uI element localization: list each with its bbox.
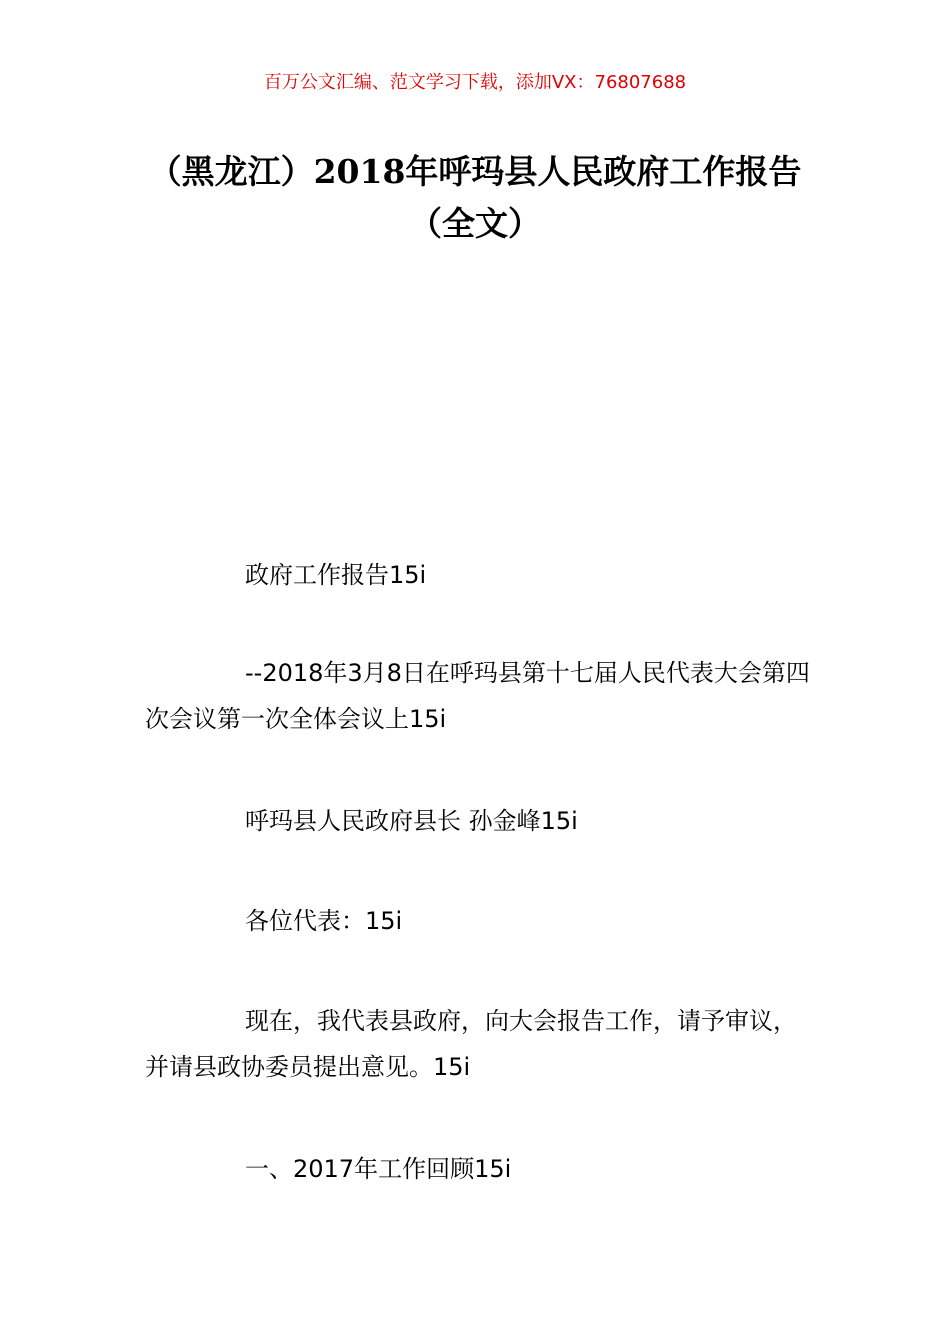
- document-title: （黑龙江）2018年呼玛县人民政府工作报告（全文）: [148, 152, 802, 243]
- opening-paragraph: 现在，我代表县政府，向大会报告工作，请予审议，并请县政协委员提出意见。15i: [145, 1007, 797, 1081]
- meeting-info-paragraph: --2018年3月8日在呼玛县第十七届人民代表大会第四次会议第一次全体会议上15i: [145, 659, 810, 733]
- section-heading-paragraph: 一、2017年工作回顾15i: [245, 1155, 512, 1183]
- header-promo-note: 百万公文汇编、范文学习下载，添加VX：76807688: [263, 72, 687, 93]
- greeting-paragraph: 各位代表：15i: [245, 907, 403, 935]
- speaker-paragraph: 呼玛县人民政府县长 孙金峰15i: [245, 807, 578, 835]
- report-label-paragraph: 政府工作报告15i: [245, 561, 427, 589]
